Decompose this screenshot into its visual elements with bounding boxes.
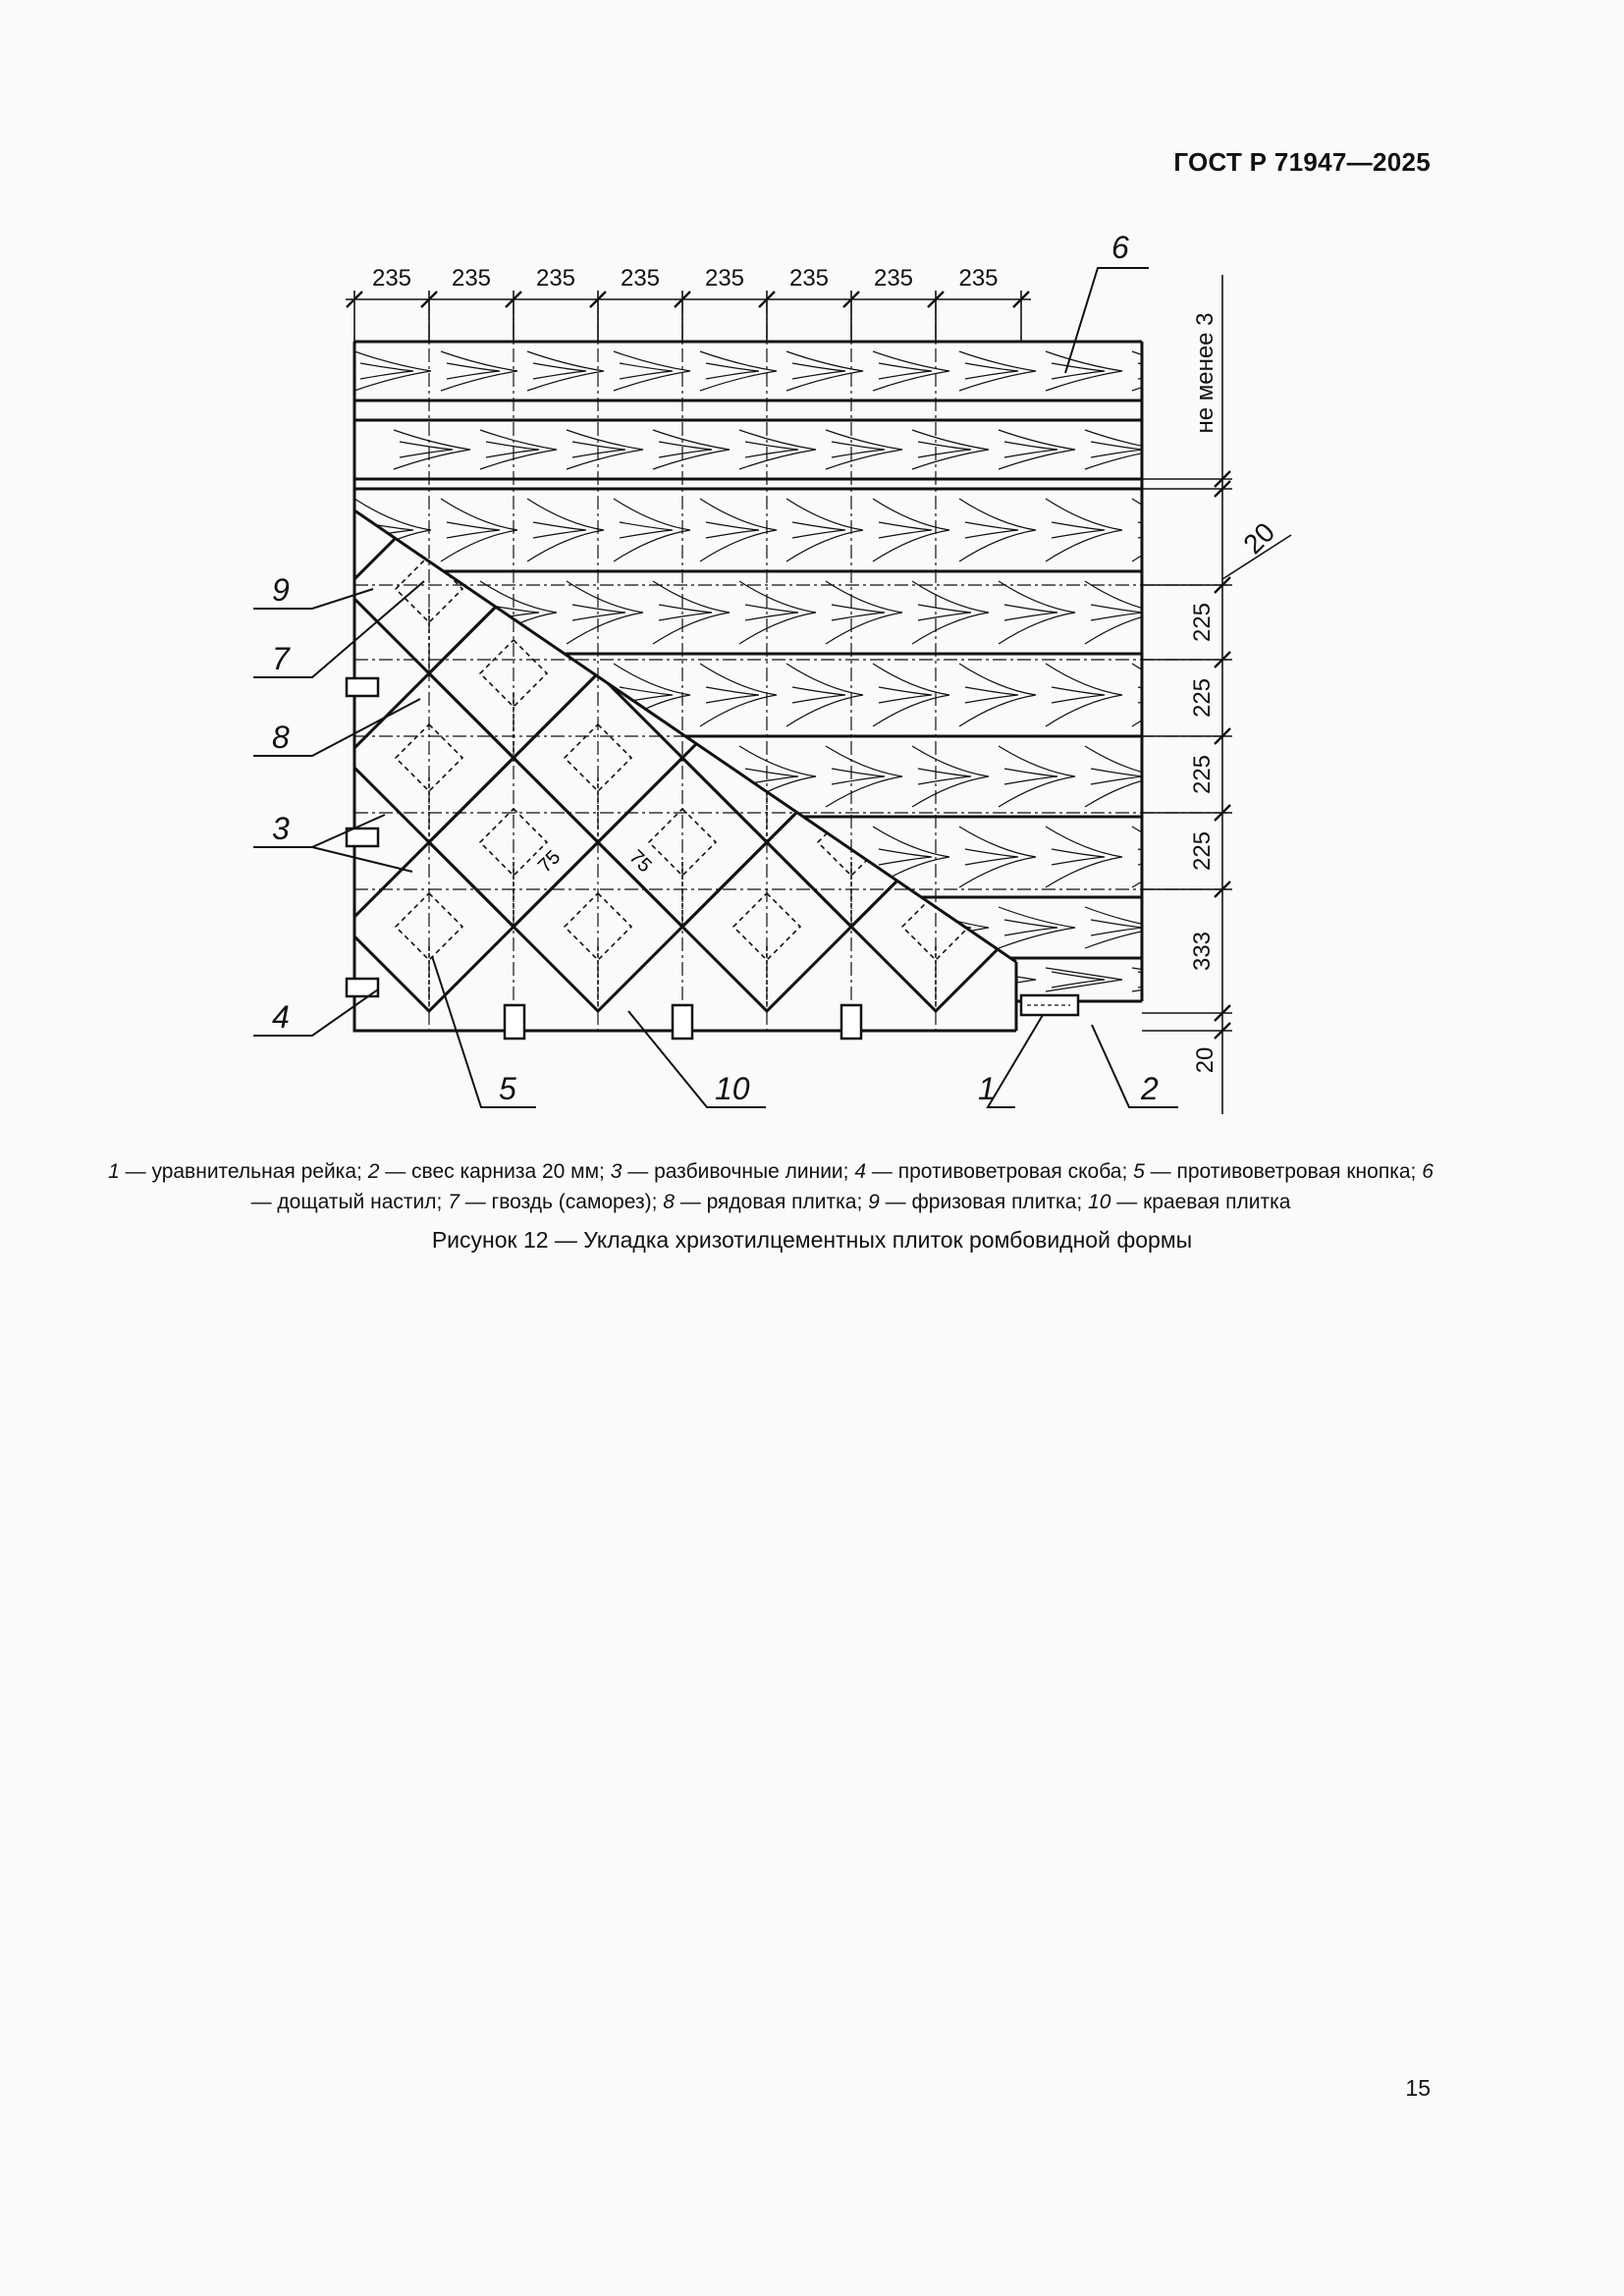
legend-item-7: 7 — гвоздь (саморез); (448, 1191, 664, 1213)
wood-grain (999, 907, 1075, 948)
wood-grain (354, 499, 431, 561)
wood-grain (527, 499, 604, 561)
wood-grain (653, 430, 730, 469)
figure-legend (108, 1156, 1434, 1217)
wood-grain (527, 351, 604, 391)
equalizing-batten (1021, 995, 1078, 1015)
wood-grain (873, 827, 949, 887)
wood-grain (912, 746, 989, 807)
callout-5: 5 (499, 1071, 516, 1106)
wood-grain (1132, 499, 1209, 561)
wood-grain (873, 499, 949, 561)
callout-7: 7 (272, 641, 290, 676)
right-dimension-label: 225 (1189, 602, 1216, 643)
wood-grain (614, 968, 690, 991)
callout-10: 10 (715, 1071, 750, 1106)
callout-6: 6 (1111, 230, 1129, 265)
wood-grain (1046, 499, 1122, 561)
wood-grain (1046, 968, 1122, 991)
callout-1: 1 (978, 1071, 996, 1106)
top-dimension-label: 235 (958, 265, 999, 292)
top-dimension-label: 235 (873, 265, 914, 292)
wood-grain (959, 968, 1036, 991)
wood-grain (394, 907, 470, 948)
wood-grain (700, 351, 777, 391)
legend-item-6: 6 — дощатый настил; (250, 1160, 1434, 1213)
wood-grain (739, 581, 816, 644)
legend-item-3: 3 — разбивочные линии; (610, 1160, 855, 1183)
callout-leaders (253, 268, 1178, 1107)
wood-grain (700, 968, 777, 991)
legend-item-8: 8 — рядовая плитка; (663, 1191, 869, 1213)
wood-grain (959, 351, 1036, 391)
wood-grain (959, 664, 1036, 726)
wood-grain (441, 827, 517, 887)
min-distance-label: не менее 3 (1192, 312, 1218, 434)
wood-grain (653, 907, 730, 948)
callout-3: 3 (272, 811, 290, 846)
legend-item-4: 4 — противоветровая скоба; (854, 1160, 1134, 1183)
figure-caption: Рисунок 12 — Укладка хризотилцементных плиток ромбовидной формы (431, 1227, 1193, 1253)
wood-grain (1085, 581, 1162, 644)
wood-grain (912, 430, 989, 469)
wood-grain (700, 664, 777, 726)
wind-clips (347, 678, 378, 996)
right-dimension-label: 225 (1189, 677, 1216, 719)
wood-grain (1046, 664, 1122, 726)
wood-grain (739, 907, 816, 948)
top-dimension-label: 235 (788, 265, 830, 292)
wood-grain (480, 907, 557, 948)
right-dimension-chain (1142, 275, 1291, 1114)
eave-overhang-label: 20 (1192, 1046, 1218, 1074)
inner-dimension-75-a: 75 (533, 846, 566, 878)
wood-grain (739, 430, 816, 469)
callout-4: 4 (272, 999, 290, 1035)
offset-dimension-label: 20 (1237, 516, 1281, 561)
wood-grain (1085, 430, 1162, 469)
right-dimension-label: 225 (1189, 754, 1216, 795)
wood-grain (567, 581, 643, 644)
top-dimension-label: 235 (451, 265, 492, 292)
wood-grain (394, 430, 470, 469)
wood-grain (1046, 351, 1122, 391)
wood-grain (354, 351, 431, 391)
wood-grain (912, 907, 989, 948)
callout-8: 8 (272, 720, 290, 755)
standard-designation: ГОСТ Р 71947—2025 (1173, 147, 1431, 177)
legend-item-1: 1 — уравнительная рейка; (108, 1160, 368, 1183)
wood-grain (912, 581, 989, 644)
legend-item-10: 10 — краевая плитка (1088, 1191, 1291, 1213)
wood-grain (826, 430, 902, 469)
legend-item-2: 2 — свес карниза 20 мм; (367, 1160, 611, 1183)
wood-grain (999, 430, 1075, 469)
wood-grain (441, 499, 517, 561)
wind-buttons (505, 1005, 861, 1039)
wood-grain (1085, 746, 1162, 807)
wood-grain (653, 581, 730, 644)
wood-grain (999, 581, 1075, 644)
top-dimension-label: 235 (371, 265, 412, 292)
wood-grain (1085, 907, 1162, 948)
wood-grain (394, 581, 470, 644)
wood-grain (394, 746, 470, 807)
wood-grain (480, 430, 557, 469)
wood-grain (1046, 827, 1122, 887)
wood-grain (480, 746, 557, 807)
wood-grain (826, 746, 902, 807)
inner-dimension-75-b: 75 (624, 845, 656, 878)
wood-grain (567, 746, 643, 807)
wood-grain (999, 746, 1075, 807)
wood-grain (873, 664, 949, 726)
wood-grain (614, 351, 690, 391)
right-dimension-label: 225 (1189, 830, 1216, 872)
wood-grain (441, 351, 517, 391)
callout-9: 9 (272, 572, 290, 608)
wood-grain (614, 499, 690, 561)
wood-grain (826, 581, 902, 644)
wood-grain (959, 499, 1036, 561)
top-dimension-chain (346, 265, 1031, 342)
wood-grain (873, 351, 949, 391)
page-number: 15 (1405, 2075, 1431, 2101)
top-dimension-label: 235 (704, 265, 745, 292)
wood-grain (700, 827, 777, 887)
legend-item-5: 5 — противоветровая кнопка; (1133, 1160, 1423, 1183)
callout-numbers (272, 230, 1159, 1106)
callout-2: 2 (1141, 1071, 1159, 1106)
top-dimension-label: 235 (535, 265, 576, 292)
wood-grain (567, 430, 643, 469)
top-dimension-label: 235 (620, 265, 661, 292)
wood-grain (700, 499, 777, 561)
legend-item-9: 9 — фризовая плитка; (868, 1191, 1089, 1213)
wood-grain (959, 827, 1036, 887)
right-dimension-label: 333 (1189, 931, 1216, 972)
